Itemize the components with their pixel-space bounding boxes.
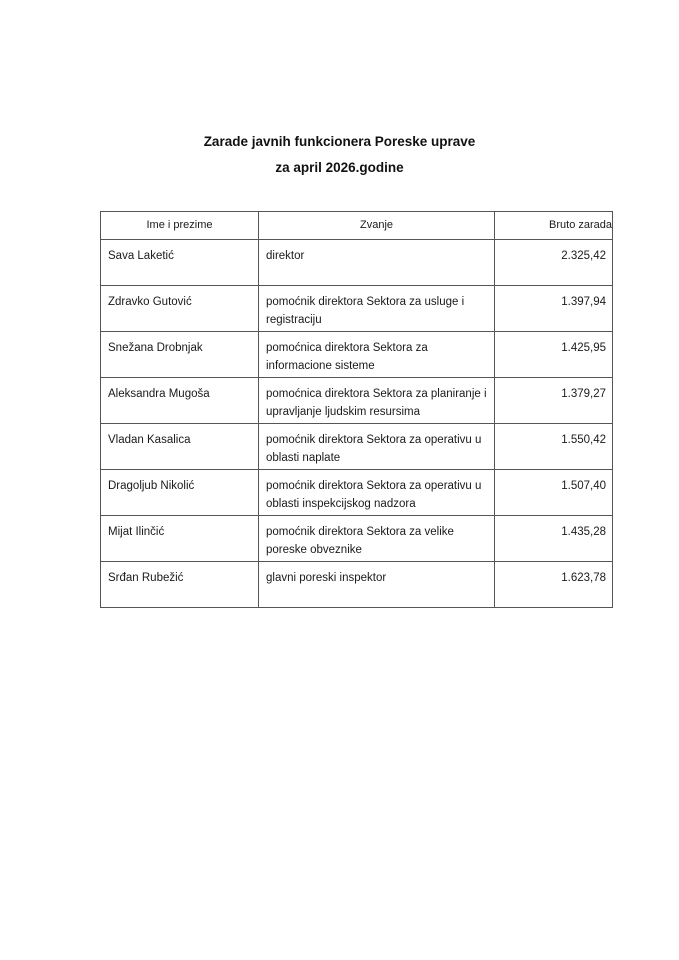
pay-text: 1.425,95: [561, 342, 606, 354]
pay-text: 1.550,42: [561, 434, 606, 446]
table-row: [101, 424, 613, 470]
cell-title: [259, 286, 495, 332]
name-text: Dragoljub Nikolić: [108, 480, 195, 492]
name-text: Zdravko Gutović: [108, 296, 192, 308]
title-text: pomoćnik direktora Sektora za operativu u oblasti naplate: [266, 434, 482, 464]
pay-text: 1.623,78: [561, 572, 606, 584]
cell-name: [101, 332, 259, 378]
table-row: [101, 286, 613, 332]
name-text: Sava Laketić: [108, 250, 174, 262]
cell-name: [101, 286, 259, 332]
cell-title: [259, 332, 495, 378]
name-text: Aleksandra Mugoša: [108, 388, 210, 400]
cell-name: [101, 240, 259, 286]
cell-title: [259, 562, 495, 608]
cell-pay: [495, 378, 613, 424]
pay-text: 1.397,94: [561, 296, 606, 308]
table-row: [101, 516, 613, 562]
table-row: [101, 470, 613, 516]
title-text: pomoćnik direktora Sektora za usluge i registraciju: [266, 296, 465, 326]
cell-name: [101, 470, 259, 516]
table-row: [101, 562, 613, 608]
cell-title: [259, 424, 495, 470]
title-text: direktor: [266, 250, 305, 262]
name-text: Mijat Ilinčić: [108, 526, 165, 538]
title-text: pomoćnik direktora Sektora za velike poreske obveznike: [266, 526, 454, 556]
table-header-row: [101, 212, 613, 240]
cell-pay: [495, 240, 613, 286]
cell-title: [259, 470, 495, 516]
cell-name: [101, 424, 259, 470]
cell-name: [101, 516, 259, 562]
title-text: pomoćnik direktora Sektora za operativu u oblasti inspekcijskog nadzora: [266, 480, 482, 510]
pay-text: 1.507,40: [561, 480, 606, 492]
name-text: Srđan Rubežić: [108, 572, 184, 584]
pay-text: 2.325,42: [561, 250, 606, 262]
name-text: Vladan Kasalica: [108, 434, 191, 446]
table-row: [101, 240, 613, 286]
document-title: Zarade javnih funkcionera Poreske uprave: [203, 134, 476, 149]
cell-pay: [495, 424, 613, 470]
header-pay: Bruto zarada: [495, 212, 613, 240]
title-text: pomoćnica direktora Sektora za informacione sisteme: [266, 342, 428, 372]
title-text: pomoćnica direktora Sektora za planiranje i upravljanje ljudskim resursima: [266, 388, 487, 418]
name-text: Snežana Drobnjak: [108, 342, 203, 354]
cell-name: [101, 378, 259, 424]
cell-pay: [495, 470, 613, 516]
salary-table: [100, 211, 613, 608]
document-subtitle: za april 2026.godine: [275, 160, 404, 175]
cell-title: [259, 240, 495, 286]
cell-pay: [495, 332, 613, 378]
cell-name: [101, 562, 259, 608]
header-title: Zvanje: [259, 212, 495, 240]
cell-pay: [495, 286, 613, 332]
pay-text: 1.379,27: [561, 388, 606, 400]
pay-text: 1.435,28: [561, 526, 606, 538]
cell-title: [259, 378, 495, 424]
cell-pay: [495, 516, 613, 562]
cell-title: [259, 516, 495, 562]
header-name: Ime i prezime: [101, 212, 259, 240]
table-row: [101, 332, 613, 378]
title-text: glavni poreski inspektor: [266, 572, 387, 584]
cell-pay: [495, 562, 613, 608]
table-row: [101, 378, 613, 424]
